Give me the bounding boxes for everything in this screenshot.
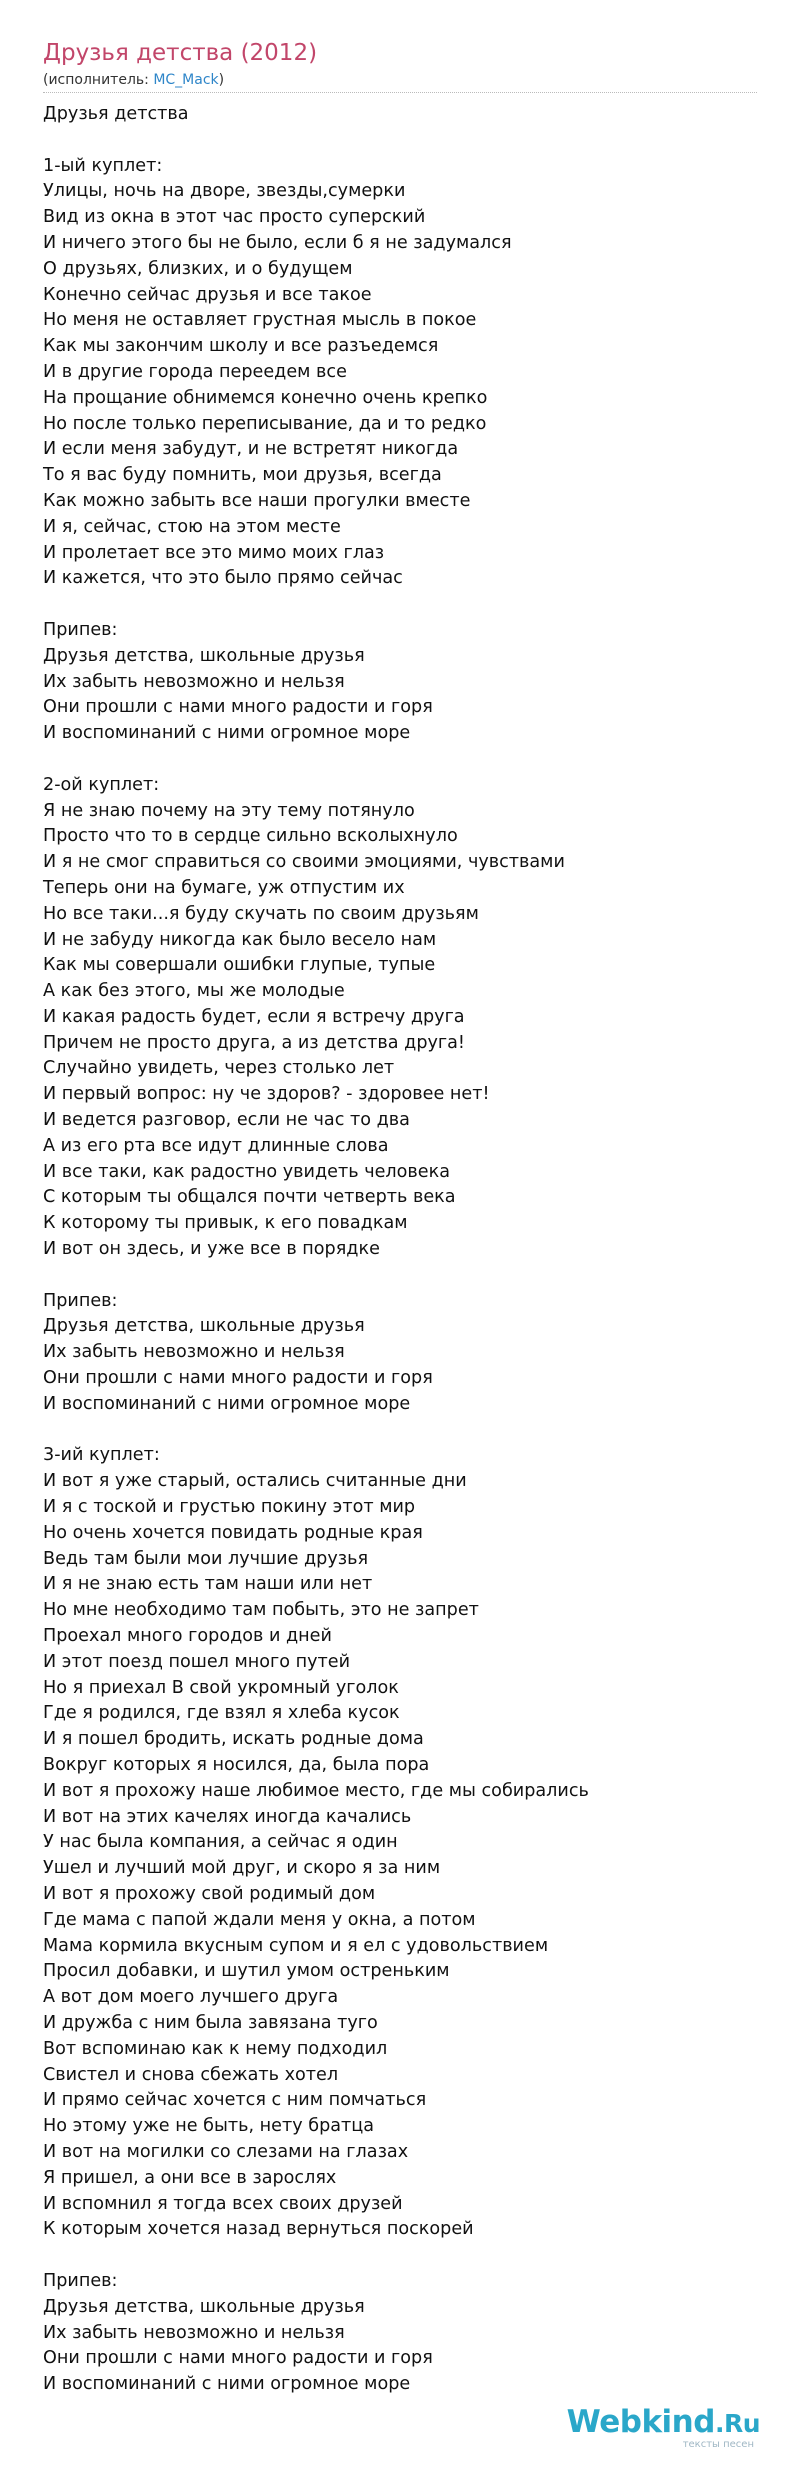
lyric-line: И вот он здесь, и уже все в порядке: [43, 1239, 380, 1260]
lyric-line: Как мы закончим школу и все разъедемся: [43, 336, 439, 357]
lyric-line: И воспоминаний с ними огромное море: [43, 723, 411, 744]
lyric-line: С которым ты общался почти четверть века: [43, 1187, 456, 1208]
blank-line: [43, 1263, 743, 1289]
lyric-line: Припев:: [43, 2270, 118, 2291]
lyric-line: И я пошел бродить, искать родные дома: [43, 1729, 424, 1750]
lyric-line: И воспоминаний с ними огромное море: [43, 2374, 411, 2395]
lyric-line: Ведь там были мои лучшие друзья: [43, 1548, 369, 1569]
lyric-line: Но все таки...я буду скучать по своим друзьям: [43, 903, 479, 924]
lyric-line: К которым хочется назад вернуться поскорей: [43, 2219, 474, 2240]
lyric-line: И вот я прохожу наше любимое место, где мы собирались: [43, 1780, 589, 1801]
lyric-line: И я с тоской и грустью покину этот мир: [43, 1497, 416, 1518]
lyric-line: И вот я прохожу свой родимый дом: [43, 1883, 376, 1904]
lyric-line: Но мне необходимо там побыть, это не запрет: [43, 1600, 479, 1621]
lyric-line: А из его рта все идут длинные слова: [43, 1135, 389, 1156]
lyric-line: Друзья детства, школьные друзья: [43, 645, 365, 666]
lyric-line: Но я приехал В свой укромный уголок: [43, 1677, 399, 1698]
lyric-line: Причем не просто друга, а из детства друга!: [43, 1032, 465, 1053]
lyric-line: Мама кормила вкусным супом и я ел с удовольствием: [43, 1935, 549, 1956]
lyric-line: То я вас буду помнить, мои друзья, всегда: [43, 465, 442, 486]
lyric-line: К которому ты привык, к его повадкам: [43, 1213, 408, 1234]
lyric-line: Просил добавки, и шутил умом остреньким: [43, 1961, 450, 1982]
lyric-line: Они прошли с нами много радости и горя: [43, 1368, 433, 1389]
logo-wordmark: [567, 2405, 760, 2441]
lyric-line: И вот на этих качелях иногда качались: [43, 1806, 412, 1827]
lyric-line: Вокруг которых я носился, да, была пора: [43, 1755, 430, 1775]
lyric-line: Но очень хочется повидать родные края: [43, 1522, 423, 1543]
lyric-line: Но меня не оставляет грустная мысль в покое: [43, 310, 477, 331]
lyric-line: Просто что то в сердце сильно всколыхнуло: [43, 826, 458, 847]
lyric-line: И если меня забудут, и не встретят никогда: [43, 439, 459, 460]
blank-line: [43, 2243, 743, 2269]
lyric-line: И кажется, что это было прямо сейчас: [43, 568, 403, 589]
lyric-line: Как мы совершали ошибки глупые, тупые: [43, 955, 436, 976]
lyric-line: Их забыть невозможно и нельзя: [43, 1342, 345, 1363]
lyric-line: Где я родился, где взял я хлеба кусок: [43, 1703, 400, 1724]
lyric-line: И пролетает все это мимо моих глаз: [43, 542, 385, 563]
blank-line: [43, 592, 743, 618]
lyric-line: Но этому уже не быть, нету братца: [43, 2116, 375, 2137]
lyric-line: Я не знаю почему на эту тему потянуло: [43, 800, 415, 821]
lyric-line: И первый вопрос: ну че здоров? - здоровее нет!: [43, 1084, 490, 1105]
lyric-line: Друзья детства, школьные друзья: [43, 2296, 365, 2317]
lyric-line: И воспоминаний с ними огромное море: [43, 1393, 411, 1414]
lyric-line: И какая радость будет, если я встречу друга: [43, 1006, 465, 1027]
blank-line: [43, 128, 743, 154]
lyric-line: Случайно увидеть, через столько лет: [43, 1058, 395, 1079]
lyric-line: Вот вспоминаю как к нему подходил: [43, 2038, 388, 2059]
page-title: Друзья детства (2012): [43, 40, 318, 66]
lyric-line: И этот поезд пошел много путей: [43, 1651, 351, 1672]
lyric-line: Улицы, ночь на дворе, звезды,сумерки: [43, 181, 406, 202]
lyric-line: И вспомнил я тогда всех своих друзей: [43, 2193, 403, 2214]
lyric-line: Я пришел, а они все в зарослях: [43, 2167, 337, 2188]
lyric-line: 1-ый куплет:: [43, 155, 163, 176]
lyric-line: И прямо сейчас хочется с ним помчаться: [43, 2090, 427, 2111]
site-logo[interactable]: [567, 2405, 760, 2450]
lyric-line: Припев:: [43, 619, 118, 640]
artist-suffix: ): [218, 72, 225, 88]
lyric-line: А как без этого, мы же молодые: [43, 981, 345, 1002]
lyric-line: Их забыть невозможно и нельзя: [43, 2322, 345, 2343]
lyric-line: И вот я уже старый, остались считанные дни: [43, 1471, 467, 1492]
lyric-line: У нас была компания, а сейчас я один: [43, 1832, 398, 1853]
lyric-line: Они прошли с нами много радости и горя: [43, 2348, 433, 2369]
lyric-line: И я не смог справиться со своими эмоциями, чувствами: [43, 852, 565, 873]
lyric-line: И я не знаю есть там наши или нет: [43, 1574, 373, 1595]
lyric-line: На прощание обнимемся конечно очень крепко: [43, 387, 488, 408]
lyric-line: Но после только переписывание, да и то редко: [43, 413, 487, 434]
lyric-line: Теперь они на бумаге, уж отпустим их: [43, 877, 405, 898]
lyric-line: 2-ой куплет:: [43, 774, 160, 795]
logo-name: Webkind: [566, 2404, 715, 2440]
lyric-line: 3-ий куплет:: [43, 1445, 160, 1466]
lyric-line: О друзьях, близких, и о будущем: [43, 258, 353, 279]
lyric-line: Припев:: [43, 1290, 118, 1311]
lyric-line: И ничего этого бы не было, если б я не задумался: [43, 232, 512, 253]
lyric-line: И вот на могилки со слезами на глазах: [43, 2141, 409, 2162]
logo-tld: .Ru: [714, 2409, 760, 2438]
lyric-line: И все таки, как радостно увидеть человека: [43, 1161, 451, 1182]
artist-link[interactable]: MC_Mack: [153, 72, 219, 88]
lyrics-text: [43, 102, 743, 2398]
lyric-line: Их забыть невозможно и нельзя: [43, 671, 345, 692]
lyric-line: Как можно забыть все наши прогулки вместе: [43, 490, 471, 511]
lyric-line: И дружба с ним была завязана туго: [43, 2012, 378, 2033]
lyric-line: И не забуду никогда как было весело нам: [43, 929, 437, 950]
lyric-line: Свистел и снова сбежать хотел: [43, 2064, 339, 2085]
lyric-line: Где мама с папой ждали меня у окна, а потом: [43, 1909, 476, 1930]
lyric-line: Друзья детства: [43, 104, 189, 124]
lyric-line: Проехал много городов и дней: [43, 1626, 332, 1647]
lyric-line: И в другие города переедем все: [43, 361, 347, 382]
blank-line: [43, 1418, 743, 1444]
lyric-line: И ведется разговор, если не час то два: [43, 1110, 410, 1131]
blank-line: [43, 747, 743, 773]
artist-prefix: (исполнитель:: [43, 72, 154, 88]
artist-line: [43, 71, 757, 89]
header-divider: [43, 92, 757, 93]
page-header: [43, 38, 757, 89]
lyric-line: А вот дом моего лучшего друга: [43, 1987, 339, 2008]
lyric-line: Ушел и лучший мой друг, и скоро я за ним: [43, 1858, 441, 1879]
lyric-line: Друзья детства, школьные друзья: [43, 1316, 365, 1337]
lyric-line: И я, сейчас, стою на этом месте: [43, 516, 341, 537]
lyric-line: Вид из окна в этот час просто суперский: [43, 207, 426, 228]
logo-tagline: тексты песен: [682, 2439, 754, 2450]
lyric-line: Они прошли с нами много радости и горя: [43, 697, 433, 718]
lyric-line: Конечно сейчас друзья и все такое: [43, 284, 372, 305]
